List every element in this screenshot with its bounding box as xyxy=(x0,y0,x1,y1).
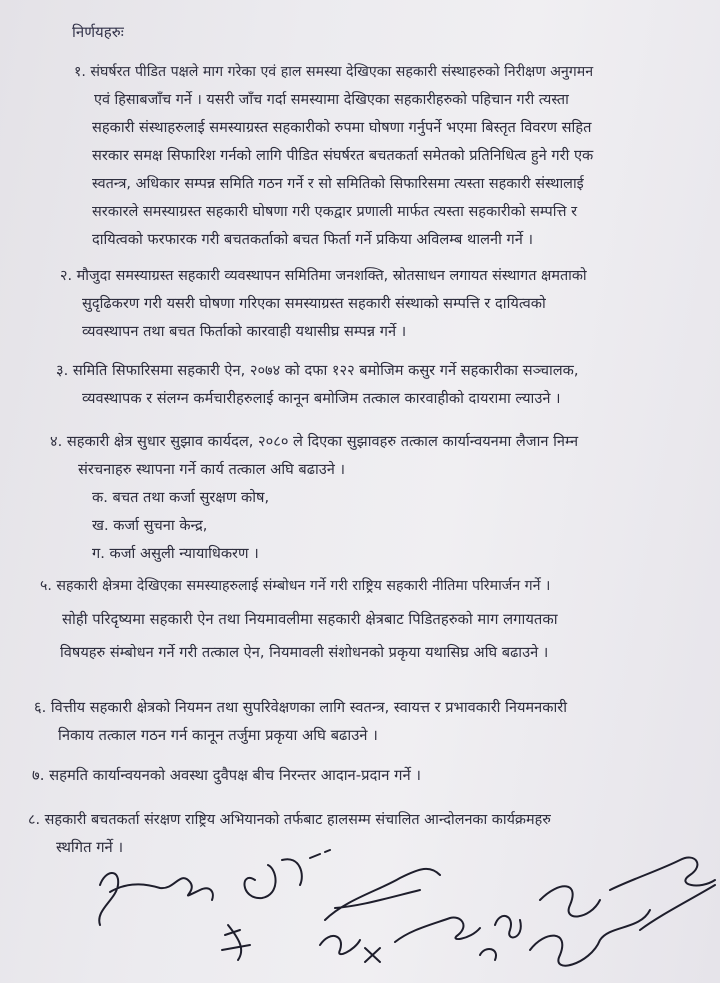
item-6-line-2: निकाय तत्काल गठन गर्न कानून तर्जुमा प्रकृया अघि बढाउने । xyxy=(58,727,378,744)
item-1-line-1: १. संघर्षरत पीडित पक्षले माग गरेका एवं हाल समस्या देखिएका सहकारी संस्थाहरुको निरीक्षण अनुगमन xyxy=(74,64,594,80)
item-7-line-1: ७. सहमति कार्यान्वयनको अवस्था दुवैपक्ष बीच निरन्तर आदान-प्रदान गर्ने । xyxy=(32,767,421,784)
decision-item-4 xyxy=(50,428,578,484)
item-5-line-3: विषयहरु संम्बोधन गर्ने गरी तत्काल ऐन, नियमावली संशोधनको प्रकृया यथासिघ्र अघि बढाउने । xyxy=(60,644,549,661)
decision-item-3 xyxy=(56,357,579,413)
item-1-line-7: दायित्वको फरफारक गरी बचतकर्ताको बचत फिर्ता गर्ने प्रकिया अविलम्ब थालनी गर्ने । xyxy=(92,231,534,248)
item-4-sub-c: ग. कर्जा असुली न्यायाधिकरण । xyxy=(92,545,259,562)
item-1-line-3: सहकारी संस्थाहरुलाई समस्याग्रस्त सहकारीको रुपमा घोषणा गर्नुपर्ने भएमा बिस्तृत विवरण सहित xyxy=(92,119,592,136)
signature-8 xyxy=(610,858,715,930)
item-3-line-1: ३. समिति सिफारिसमा सहकारी ऐन, २०७४ को दफा १२२ बमोजिम कसुर गर्ने सहकारीका सञ्चालक, xyxy=(56,362,579,379)
item-6-line-1: ६. वित्तीय सहकारी क्षेत्रको नियमन तथा सुपरिवेक्षणका लागि स्वतन्त्र, स्वायत्त र प्रभावकारी नियमनकारी xyxy=(34,699,567,716)
item-1-line-4: सरकार समक्ष सिफारिश गर्नको लागि पीडित संघर्षरत बचतकर्ता समेतको प्रतिनिधित्व हुने गरी एक xyxy=(92,147,594,164)
item-4-sub-a: क. बचत तथा कर्जा सुरक्षण कोष, xyxy=(92,489,270,506)
item-4-line-2: संरचनाहरु स्थापना गर्ने कार्य तत्काल अघि बढाउने । xyxy=(78,461,346,478)
item-5-line-2: सोही परिदृष्यमा सहकारी ऐन तथा नियमावलीमा सहकारी क्षेत्रबाट पिडितहरुको माग लगायतका xyxy=(62,611,558,628)
decision-item-6 xyxy=(34,694,567,750)
item-4-line-1: ४. सहकारी क्षेत्र सुधार सुझाव कार्यदल, २०८० ले दिएका सुझावहरु तत्काल कार्यान्वयनमा लैजान निम्न xyxy=(50,433,579,450)
item-4-sub-b: ख. कर्जा सुचना केन्द्र, xyxy=(92,517,208,534)
signature-2 xyxy=(245,850,330,898)
signatures-area xyxy=(0,830,720,983)
item-3-line-2: व्यवस्थापक र संलग्न कर्मचारीहरुलाई कानून बमोजिम तत्काल कारवाहीको दायरामा ल्याउने । xyxy=(82,390,561,407)
item-1-line-6: सरकारले समस्याग्रस्त सहकारी घोषणा गरी एकद्वार प्रणाली मार्फत त्यस्ता सहकारीको सम्पत्ति र xyxy=(92,204,578,220)
decision-item-7 xyxy=(32,762,421,790)
item-2-line-3: व्यवस्थापन तथा बचत फिर्ताको कारवाही यथासीघ्र सम्पन्न गर्ने । xyxy=(82,323,407,340)
item-2-line-1: २. मौजुदा समस्याग्रस्त सहकारी व्यवस्थापन समितिमा जनशक्ति, स्रोतसाधन लगायत संस्थागत क्षमताको xyxy=(60,268,587,284)
signature-7 xyxy=(530,886,650,965)
item-2-line-2: सुदृढिकरण गरी यसरी घोषणा गरिएका समस्याग्रस्त सहकारी संस्थाको सम्पत्ति र दायित्वको xyxy=(82,295,546,312)
item-1-line-2: एवं हिसाबजाँच गर्ने । यसरी जाँच गर्दा समस्यामा देखिएका सहकारीहरुको पहिचान गरी त्यस्ता xyxy=(94,92,569,108)
item-8-line-1: ८. सहकारी बचतकर्ता संरक्षण राष्ट्रिय अभियानको तर्फबाट हालसम्म संचालित आन्दोलनका कार्यक्रमहरु xyxy=(28,812,551,828)
decisions-heading: निर्णयहरुः xyxy=(72,23,124,41)
decision-item-2 xyxy=(60,262,587,346)
signature-3 xyxy=(325,869,440,920)
signature-4 xyxy=(222,925,250,960)
signature-6 xyxy=(480,916,521,960)
decision-item-1 xyxy=(74,58,674,254)
item-5-line-1: ५. सहकारी क्षेत्रमा देखिएका समस्याहरुलाई संम्बोधन गर्ने गरी राष्ट्रिय सहकारी नीतिमा परिमार्जन गर्ने । xyxy=(40,578,551,594)
item-1-line-5: स्वतन्त्र, अधिकार सम्पन्न समिति गठन गर्ने र सो समितिको सिफारिसमा त्यस्ता सहकारी संस्थालाई xyxy=(92,176,584,192)
item-8-line-2: स्थगित गर्ने । xyxy=(56,839,124,856)
signature-1 xyxy=(99,873,213,925)
signature-5 xyxy=(320,917,480,962)
decision-item-5 xyxy=(40,570,558,669)
